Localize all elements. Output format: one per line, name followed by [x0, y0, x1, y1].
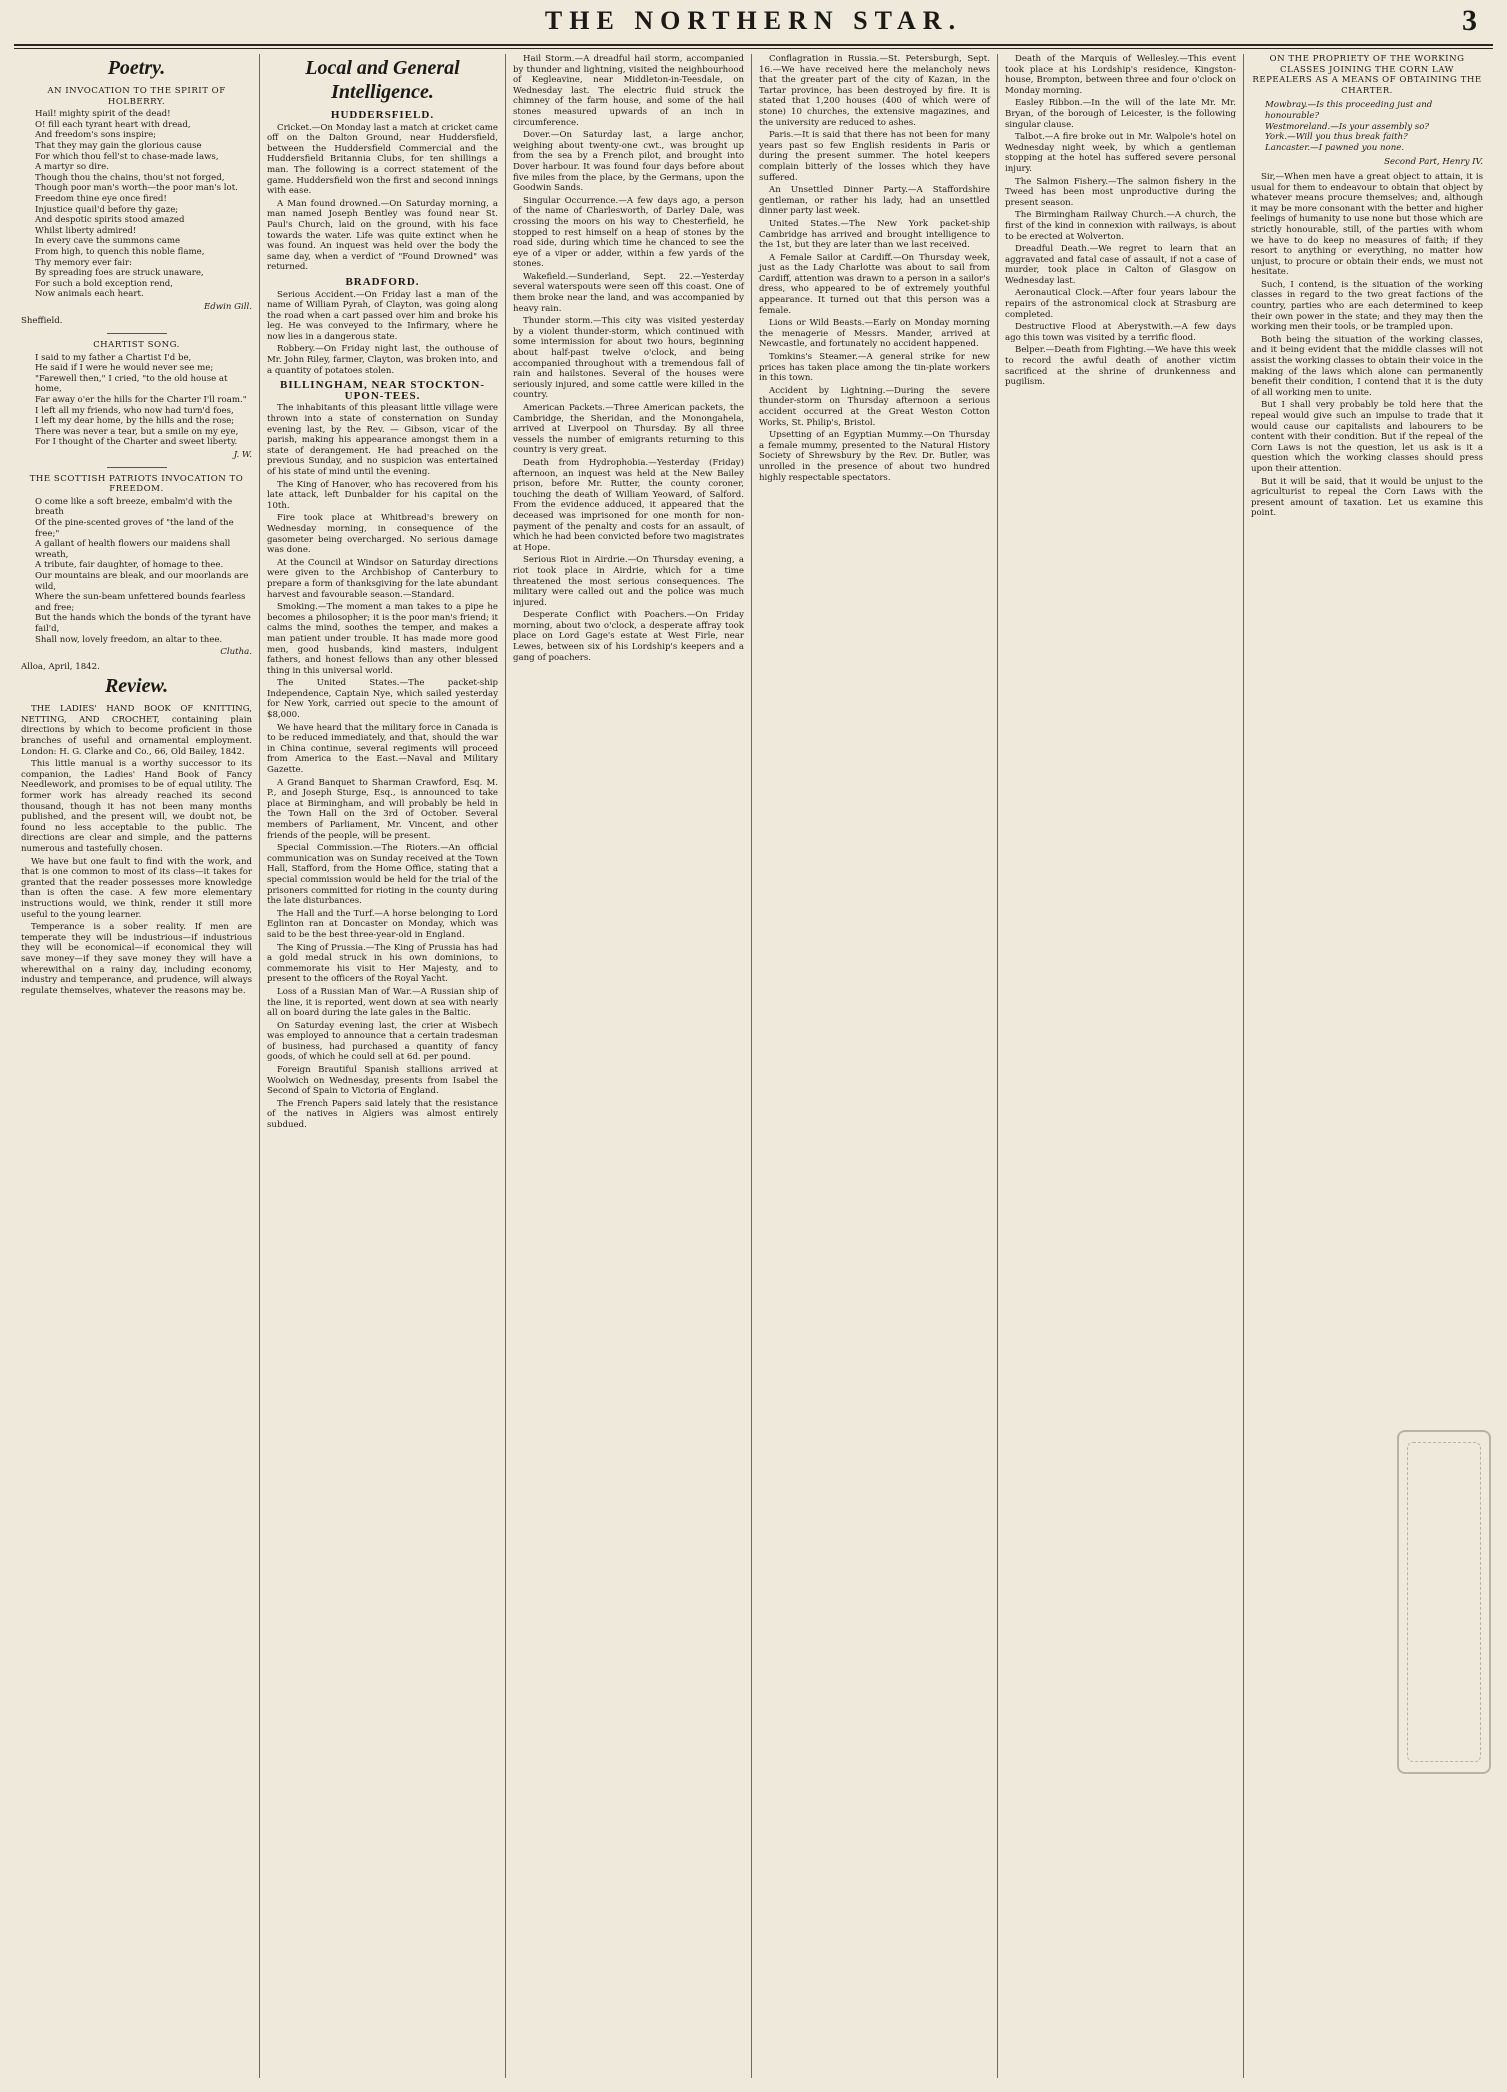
paragraph: The Salmon Fishery.—The salmon fishery in the Tweed has been most unproductive during the present season. — [1005, 176, 1236, 208]
paragraph: Wakefield.—Sunderland, Sept. 22.—Yesterday several waterspouts were seen off this coast. One of them broke near the land, and was accompanied by heavy rain. — [513, 271, 744, 314]
poem-title: CHARTIST SONG. — [93, 340, 180, 351]
poem-body — [21, 353, 252, 448]
paragraph: An Unsettled Dinner Party.—A Staffordshire gentleman, or rather his lady, had an unsettled dinner party last week. — [759, 185, 990, 217]
paragraph: Sir,—When men have a great object to attain, it is usual for them to endeavour to obtain that object by whatever means procure themselves; and, although it may be more consonant with the better and higher feelings of humanity to use none but those which are strictly honourable, still, of the parties with whom we have to do keep no measures of faith; if they resort to anything or everything, no matter how unjust, to procure or obtain their ends, we must not hesitate. — [1251, 171, 1483, 278]
paragraph: Robbery.—On Friday night last, the outhouse of Mr. John Riley, farmer, Clayton, was broken into, and a quantity of potatoes stolen. — [267, 344, 498, 376]
poem-line: In every cave the summons came — [35, 236, 181, 247]
poem-line: Hail! mighty spirit of the dead! — [35, 109, 171, 120]
poem-line: Our mountains are bleak, and our moorlands are wild, — [35, 570, 249, 592]
paragraph: Dreadful Death.—We regret to learn that an aggravated and fatal case of assault, if not a case of murder, took place in Calton of Glasgow on Wednesday last. — [1005, 244, 1236, 286]
poem-line: O come like a soft breeze, embalm'd with the breath — [35, 496, 233, 518]
poem-author: Clutha. — [220, 647, 252, 658]
article-title: ON THE PROPRIETY OF THE WORKING CLASSES JOINING THE CORN LAW REPEALERS AS A MEANS OF OBTAINING THE CHARTER. — [1252, 54, 1482, 96]
column-1 — [14, 54, 260, 2078]
poem-line: Though thou the chains, thou'st not forged, — [35, 172, 225, 183]
paragraph: This little manual is a worthy successor to its companion, the Ladies' Hand Book of Fancy Needlework, and promises to be of equal utility. The former work has already reached its second thousand, though it has not been many months published, and the present will, we doubt not, be found no less acceptable to the public. The directions are clear and simple, and the patterns numerous and tastefully chosen. — [21, 759, 252, 854]
poem-line: A tribute, fair daughter, of homage to thee. — [35, 560, 224, 571]
paragraph: Both being the situation of the working classes, and it being evident that the middle classes will not assist the working classes to obtain their voice in the making of the laws which alone can permanently benefit their condition, I contend that it is the duty of all working men to unite. — [1251, 334, 1483, 398]
poem-line: A martyr so dire. — [35, 162, 109, 173]
paragraph: Tomkins's Steamer.—A general strike for new prices has taken place among the tin-plate workers in this town. — [759, 352, 990, 384]
poem-line: Shall now, lovely freedom, an altar to thee. — [35, 634, 223, 645]
divider — [107, 467, 167, 468]
paragraph: Conflagration in Russia.—St. Petersburgh, Sept. 16.—We have received here the melancholy news that the greater part of the city of Kazan, in the Tartar province, has been destroyed by fire. It is stated that 1,200 houses (400 of which were of stone) 10 churches, the extensive magazines, and the university are reduced to ashes. — [759, 54, 990, 128]
paragraph: Thunder storm.—This city was visited yesterday by a violent thunder-storm, which continued with some intermission for about two hours, beginning about half-past twelve o'clock, and being accompanied throughout with a tremendous fall of rain and hailstones. Several of the houses were seriously injured, and some cattle were killed in the country. — [513, 316, 744, 401]
review-title: THE LADIES' HAND BOOK OF KNITTING, NETTING, AND CROCHET, containing plain directions by which to become proficient in those branches of useful and ornamental employment. London: H. G. Clarke and Co., 66, Old Bailey, 1842. — [21, 704, 252, 757]
paragraph: Cricket.—On Monday last a match at cricket came off on the Dalton Ground, near Huddersfield, between the Huddersfield Commercial and the Huddersfield Britannia Clubs, for ten shillings a man. The following is a correct statement of the game. Huddersfield won the first and second innings with ease. — [267, 122, 498, 197]
column-5 — [998, 54, 1244, 2078]
poem-line: I left all my friends, who now had turn'd foes, — [35, 405, 234, 416]
paragraph: A Female Sailor at Cardiff.—On Thursday week, just as the Lady Charlotte was about to sail from Cardiff, attention was drawn to a person in a sailor's dress, who appeared to be of extremely youthful appearance. It turned out that this person was a female. — [759, 252, 990, 316]
poem-author: J. W. — [233, 450, 252, 460]
paragraph: Talbot.—A fire broke out in Mr. Walpole's hotel on Wednesday night week, by which a gentleman stopping at the hotel has suffered severe personal injury. — [1005, 132, 1236, 174]
paragraph: Foreign Brautiful Spanish stallions arrived at Woolwich on Wednesday, presents from Isabel the Second of Spain to Victoria of England. — [267, 1065, 498, 1097]
masthead — [0, 0, 1507, 48]
section-heading-poetry: Poetry. — [107, 57, 166, 79]
epigraph-line: Lancaster.—I pawned you none. — [1265, 142, 1405, 153]
paragraph: But I shall very probably be told here that the repeal would give such an impulse to trade that it would cause our capitalists and labourers to be content with their condition. But if the repeal of the Corn Laws is not the question, let us ask is it a question which the working classes should press upon their attention. — [1251, 400, 1483, 474]
poem-line: For such a bold exception rend, — [35, 278, 173, 289]
place-heading: BRADFORD. — [345, 275, 420, 288]
poem-body — [21, 109, 252, 300]
paragraph: Such, I contend, is the situation of the working classes in regard to the two great factions of the country, parties who are each determined to keep their own power in the state; and they may then the working men their tools, or be trampled upon. — [1251, 279, 1483, 333]
poem-line: He said if I were he would never see me; — [35, 363, 214, 374]
epigraph — [1251, 100, 1483, 153]
paragraph: At the Council at Windsor on Saturday directions were given to the Archbishop of Canterbury to prepare a form of thanksgiving for the late abundant harvest and favourable season.—Standard. — [267, 557, 498, 600]
library-stamp — [1397, 1430, 1491, 1774]
paragraph: A Man found drowned.—On Saturday morning, a man named Joseph Bentley was found near St. Paul's Church, laid on the ground, with his face towards the water. Life was quite extinct when he was found. An inquest was held over the body the same day, when a verdict of "Found Drowned" was returned. — [267, 198, 498, 273]
poem-line: And freedom's sons inspire; — [35, 130, 157, 141]
paragraph: American Packets.—Three American packets, the Cambridge, the Sheridan, and the Monongahela, arrived at Liverpool on Thursday. By all three vessels the number of emigrants returning to this country is very great. — [513, 403, 744, 456]
column-2 — [260, 54, 506, 2078]
column-3 — [506, 54, 752, 2078]
paragraph: We have heard that the military force in Canada is to be reduced immediately, and that, should the war in China continue, several regiments will proceed from America to the East.—Naval and Military Gazette. — [267, 722, 498, 776]
poem-line: O! fill each tyrant heart with dread, — [35, 119, 191, 130]
poem-place: Alloa, April, 1842. — [21, 661, 100, 672]
paragraph: Serious Riot in Airdrie.—On Thursday evening, a riot took place in Airdrie, which for a time threatened the most serious consequences. The military were called out and the police was much injured. — [513, 555, 744, 608]
paragraph: But it will be said, that it would be unjust to the agriculturist to repeal the Corn Laws with the present amount of taxation. Let us examine this point. — [1251, 476, 1483, 519]
newspaper-title: THE NORTHERN STAR. — [544, 6, 963, 35]
paragraph: Death from Hydrophobia.—Yesterday (Friday) afternoon, an inquest was held at the New Bailey prison, before Mr. Rutter, the county coroner, touching the death of William Yeoward, of Salford. From the evidence adduced, it appeared that the deceased was imprisoned for one month for non-payment of the penalty and costs for an assault, of which he had been convicted before two magistrates at Hope. — [513, 457, 744, 553]
paragraph: Singular Occurrence.—A few days ago, a person of the name of Charlesworth, of Darley Dale, was crossing the moors on his way to Chesterfield, he stopped to rest himself on a heap of stones by the road side, during which time he chanced to see the eye of a viper or adder, within a few yards of the stones. — [513, 195, 744, 270]
paragraph: Temperance is a sober reality. If men are temperate they will be industrious—if industrious they will be economical—if economical they will save money—if they save money they will have a wherewithal on a rainy day, including economy, industry and temperance, and prudence, will always regulate themselves, whatever the reasons may be. — [21, 922, 252, 996]
divider — [107, 333, 167, 334]
poem-line: For which thou fell'st to chase-made laws, — [35, 151, 219, 162]
paragraph: Accident by Lightning.—During the severe thunder-storm on Thursday afternoon a serious accident occurred at the Great Weston Cotton Works, St. Philip's, Bristol. — [759, 385, 990, 428]
poem-line: By spreading foes are struck unaware, — [35, 268, 204, 279]
poem-line: I said to my father a Chartist I'd be, — [35, 352, 192, 363]
paragraph: The French Papers said lately that the resistance of the natives in Algiers was almost entirely subdued. — [267, 1098, 498, 1131]
masthead-rule — [14, 44, 1493, 49]
paragraph: We have but one fault to find with the work, and that is one common to most of its class—it takes for granted that the reader possesses more knowledge than is often the case. A few more elementary instructions would, we think, render it still more useful to the young learner. — [21, 856, 252, 920]
poem-line: A gallant of health flowers our maidens shall wreath, — [35, 539, 231, 560]
paragraph: Hail Storm.—A dreadful hail storm, accompanied by thunder and lightning, visited the neighbourhood of Kegleavine, near Middleton-in-Teesdale, on Wednesday last. The electric fluid struck the chimney of the farm house, and some of the hail stones measured upwards of an inch in circumference. — [513, 54, 744, 128]
paragraph: Destructive Flood at Aberystwith.—A few days ago this town was visited by a terrific flood. — [1005, 322, 1236, 343]
poem-line: Far away o'er the hills for the Charter I'll roam." — [35, 395, 247, 406]
place-heading: BILLINGHAM, NEAR STOCKTON-UPON-TEES. — [280, 379, 485, 402]
paragraph: Easley Ribbon.—In the will of the late Mr. Mr. Bryan, of the borough of Leicester, is the following singular clause. — [1005, 98, 1236, 130]
paragraph: Loss of a Russian Man of War.—A Russian ship of the line, it is reported, went down at sea with nearly all on board during the late gales in the Baltic. — [267, 986, 498, 1019]
poem-line: Thy memory ever fair: — [35, 257, 133, 268]
poem-line: There was never a tear, but a smile on my eye, — [35, 426, 239, 437]
column-6 — [1244, 54, 1490, 2078]
poem-line: From high, to quench this noble flame, — [35, 246, 205, 257]
paragraph: Smoking.—The moment a man takes to a pipe he becomes a philosopher; it is the poor man's friend; it calms the mind, soothes the temper, and makes a man patient under trouble. It has made more good men, good husbands, kind masters, indulgent fathers, and honest fellows than any other blessed thing in this universal world. — [267, 602, 498, 676]
column-4 — [752, 54, 998, 2078]
poem-title: THE SCOTTISH PATRIOTS INVOCATION TO FREEDOM. — [29, 473, 244, 495]
poem-line: "Farewell then," I cried, "to the old house at home, — [35, 373, 228, 395]
poem-line: Where the sun-beam unfettered bounds fearless and free; — [35, 592, 246, 613]
paragraph: The Birmingham Railway Church.—A church, the first of the kind in connexion with railways, is about to be erected at Wolverton. — [1005, 210, 1236, 242]
library-stamp-border — [1407, 1442, 1481, 1762]
paragraph: United States.—The New York packet-ship Cambridge has arrived and brought intelligence to the 1st, but they are later than we last received. — [759, 218, 990, 251]
paragraph: The inhabitants of this pleasant little village were thrown into a state of consternation on Sunday evening last, by the Rev. — Gibson, vicar of the parish, making his appearance amongst them in a state of derangement. He had preached on the previous Sunday, and no suspicion was entertained of his state of mind until the evening. — [267, 403, 498, 477]
epigraph-line: Westmoreland.—Is your assembly so? — [1265, 121, 1429, 132]
paragraph: The King of Prussia.—The King of Prussia has had a gold medal struck in his own dominions, to commemorate his visit to Her Majesty, and to present to the officers of the Royal Yacht. — [267, 942, 498, 985]
paragraph: Serious Accident.—On Friday last a man of the name of William Pyrah, of Clayton, was going along the road when a cart passed over him and broke his leg. He was conveyed to the Infirmary, where he now lies in a dangerous state. — [267, 289, 498, 342]
epigraph-line: Mowbray.—Is this proceeding just and honourable? — [1265, 100, 1433, 121]
paragraph: A Grand Banquet to Sharman Crawford, Esq. M. P., and Joseph Sturge, Esq., is announced to take place at Birmingham, and will probably be held in the Town Hall on the 3rd of October. Several members of Parliament, Mr. Vincent, and other friends of the people, will be present. — [267, 777, 498, 841]
poem-line: Though poor man's worth—the poor man's lot. — [35, 183, 238, 194]
paragraph: Lions or Wild Beasts.—Early on Monday morning the menagerie of Messrs. Mander, arrived at Newcastle, and fortunately no accident happened. — [759, 318, 990, 350]
section-heading-review: Review. — [104, 675, 169, 698]
poem-line: Freedom thine eye once fired! — [35, 193, 167, 204]
paragraph: Paris.—It is said that there has not been for many years past so few English residents in Paris or during the present summer. The hotel keepers complain bitterly of the losses which they have suffered. — [759, 130, 990, 183]
poem-line: For I thought of the Charter and sweet liberty. — [35, 437, 238, 448]
poem-line: But the hands which the bonds of the tyrant have fail'd, — [35, 613, 251, 634]
paragraph: Aeronautical Clock.—After four years labour the repairs of the astronomical clock at Strasburg are completed. — [1005, 288, 1236, 320]
poem-title: AN INVOCATION TO THE SPIRIT OF HOLBERRY. — [47, 86, 226, 107]
page-number: 3 — [1462, 4, 1477, 37]
poem-line: That they may gain the glorious cause — [35, 140, 202, 151]
paragraph: The King of Hanover, who has recovered from his late attack, left Dunbalder for his capital on the 10th. — [267, 479, 498, 511]
epigraph-source: Second Part, Henry IV. — [1384, 157, 1483, 168]
poem-line: Injustice quail'd before thy gaze; — [35, 204, 179, 215]
poem-line: Now animals each heart. — [35, 289, 144, 300]
section-heading-local: Local and General Intelligence. — [305, 57, 460, 103]
paragraph: On Saturday evening last, the crier at Wisbech was employed to announce that a certain tradesman of business, had purchased a quantity of fancy goods, of which he could sell at 6d. per pound. — [267, 1020, 498, 1063]
poem-body — [21, 497, 252, 645]
poem-line: I left my dear home, by the hills and the rose; — [35, 416, 235, 427]
paragraph: Desperate Conflict with Poachers.—On Friday morning, about two o'clock, a desperate affray took place on Lord Gage's estate at West Firle, near Lewes, between six of his Lordship's keepers and a gang of poachers. — [513, 610, 744, 663]
poem-line: Whilst liberty admired! — [35, 225, 137, 236]
paragraph: The Hall and the Turf.—A horse belonging to Lord Eglinton ran at Doncaster on Monday, which was said to be the best three-year-old in England. — [267, 908, 498, 940]
place-heading: HUDDERSFIELD. — [330, 109, 435, 121]
paragraph: Death of the Marquis of Wellesley.—This event took place at his Lordship's residence, Kingston-house, Brompton, between three and four o'clock on Monday morning. — [1005, 54, 1236, 96]
paragraph: Fire took place at Whitbread's brewery on Wednesday morning, in consequence of the gasometer being overcharged. No serious damage was done. — [267, 513, 498, 556]
poem-line: Of the pine-scented groves of "the land of the free;" — [35, 517, 234, 539]
epigraph-line: York.—Will you thus break faith? — [1265, 132, 1408, 143]
paragraph: Dover.—On Saturday last, a large anchor, weighing about twenty-one cwt., was brought up from the sea by a French pilot, and brought into Dover harbour. It was found four days before about five miles from the place, by the Germans, upon the Goodwin Sands. — [513, 130, 744, 194]
paragraph: Special Commission.—The Rioters.—An official communication was on Sunday received at the Town Hall, Stafford, from the Home Office, stating that a special commission would be held for the trial of the prisoners committed for rioting in the county during the late disturbances. — [267, 843, 498, 907]
paragraph: The United States.—The packet-ship Independence, Captain Nye, which sailed yesterday for New York, carried out specie to the amount of $8,000. — [267, 678, 498, 721]
paragraph: Belper.—Death from Fighting.—We have this week to record the awful death of another victim sacrificed at the shrine of drunkenness and pugilism. — [1005, 345, 1236, 388]
poem-line: And despotic spirits stood amazed — [35, 215, 185, 226]
poem-author: Edwin Gill. — [204, 301, 252, 312]
paragraph: Upsetting of an Egyptian Mummy.—On Thursday a female mummy, presented to the Natural History Society of Shrewsbury by the Rev. Dr. Butler, was unrolled in the presence of about two hundred highly respectable spectators. — [759, 430, 990, 483]
columns — [14, 54, 1493, 2078]
poem-place: Sheffield. — [21, 316, 63, 327]
